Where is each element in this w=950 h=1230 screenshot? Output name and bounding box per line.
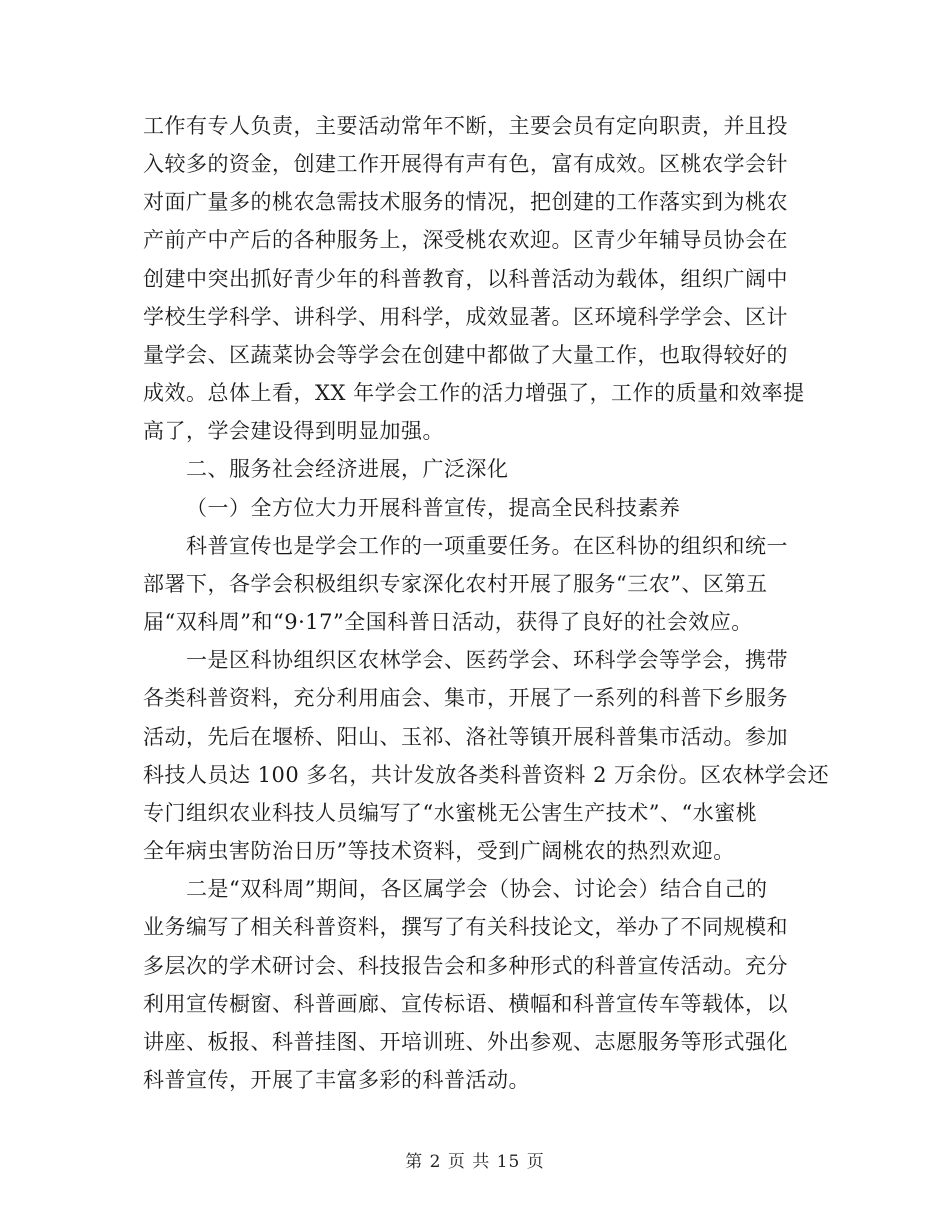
section-heading: 二、服务社会经济进展，广泛深化	[186, 457, 509, 481]
text-line: 高了，学会建设得到明显加强。	[143, 419, 444, 443]
text-line: 科技人员达 100 多名，共计发放各类科普资料 2 万余份。区农林学会还	[143, 763, 830, 787]
text-line: 业务编写了相关科普资料，撰写了有关科技论文，举办了不同规模和	[143, 915, 788, 939]
text-line: 创建中突出抓好青少年的科普教育，以科普活动为载体，组织广阔中	[143, 267, 788, 291]
text-line: 部署下，各学会积极组织专家深化农村开展了服务“三农”、区第五	[143, 572, 768, 596]
text-line: 讲座、板报、科普挂图、开培训班、外出参观、志愿服务等形式强化	[143, 1030, 788, 1054]
text-line: 量学会、区蔬菜协会等学会在创建中都做了大量工作，也取得较好的	[143, 343, 788, 367]
page-footer: 第 2 页 共 15 页	[405, 1152, 545, 1172]
text-line: 成效。总体上看，XX 年学会工作的活力增强了，工作的质量和效率提	[143, 381, 805, 405]
subsection-heading: （一）全方位大力开展科普宣传，提高全民科技素养	[186, 496, 681, 520]
text-line: 产前产中产后的各种服务上，深受桃农欢迎。区青少年辅导员协会在	[143, 228, 788, 252]
text-line: 二是“双科周”期间，各区属学会（协会、讨论会）结合自己的	[186, 877, 768, 901]
text-line: 多层次的学术研讨会、科技报告会和多种形式的科普宣传活动。充分	[143, 954, 788, 978]
text-line: 全年病虫害防治日历”等技术资料，受到广阔桃农的热烈欢迎。	[143, 839, 735, 863]
text-line: 一是区科协组织区农林学会、医药学会、环科学会等学会，携带	[186, 648, 788, 672]
text-line: 活动，先后在堰桥、阳山、玉祁、洛社等镇开展科普集市活动。参加	[143, 725, 788, 749]
text-line: 科普宣传也是学会工作的一项重要任务。在区科协的组织和统一	[186, 534, 788, 558]
text-line: 专门组织农业科技人员编写了“水蜜桃无公害生产技术”、“水蜜桃	[143, 801, 758, 825]
text-line: 各类科普资料，充分利用庙会、集市，开展了一系列的科普下乡服务	[143, 686, 788, 710]
text-line: 学校生学科学、讲科学、用科学，成效显著。区环境科学学会、区计	[143, 305, 788, 329]
text-line: 科普宣传，开展了丰富多彩的科普活动。	[143, 1068, 530, 1092]
text-line: 对面广量多的桃农急需技术服务的情况，把创建的工作落实到为桃农	[143, 190, 788, 214]
text-line: 届“双科周”和“9·17”全国科普日活动，获得了良好的社会效应。	[143, 610, 753, 634]
text-line: 工作有专人负责，主要活动常年不断，主要会员有定向职责，并且投	[143, 114, 788, 138]
text-line: 利用宣传橱窗、科普画廊、宣传标语、横幅和科普宣传车等载体，以	[143, 992, 788, 1016]
text-line: 入较多的资金，创建工作开展得有声有色，富有成效。区桃农学会针	[143, 152, 788, 176]
